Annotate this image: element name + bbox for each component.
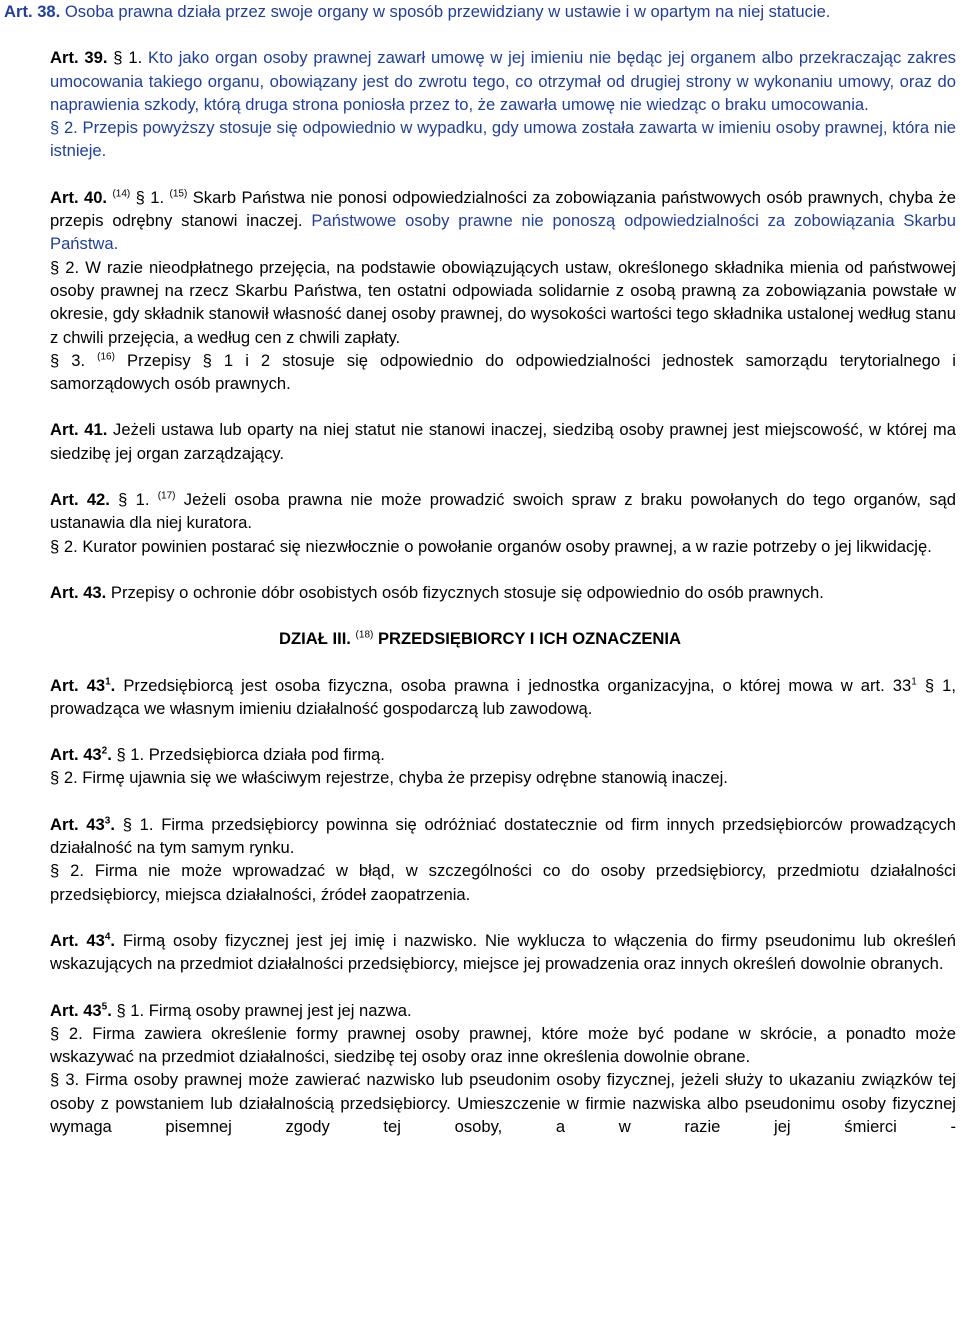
art-43 bbox=[4, 581, 956, 604]
art-43-1-text-a: Przedsiębiorcą jest osoba fizyczna, osoba prawna i jednostka organizacyjna, o której mowa w art. 33 bbox=[123, 675, 912, 695]
art-41-number: Art. 41. bbox=[50, 420, 108, 440]
art-43-2-number: Art. $43^2$. bbox=[50, 745, 112, 765]
footnote-ref-16: (16) bbox=[97, 351, 115, 363]
art-43-2-par-2 bbox=[4, 766, 956, 789]
art-40-par-3-marker: § 3. bbox=[50, 350, 86, 370]
art-39-par-1 bbox=[4, 46, 956, 116]
art-43-text: Przepisy o ochronie dóbr osobistych osób fizycznych stosuje się odpowiednio do osób prawnych. bbox=[110, 582, 824, 602]
art-43-1 bbox=[4, 674, 956, 721]
art-42-number: Art. 42. bbox=[50, 490, 110, 510]
section-title: PRZEDSIĘBIORCY I ICH OZNACZENIA bbox=[377, 629, 681, 649]
art-40-par-2-marker: § 2. bbox=[50, 257, 80, 277]
art-42-par-1 bbox=[4, 488, 956, 535]
art-43-3-par-2 bbox=[4, 859, 956, 906]
art-42-par-1-text: Jeżeli osoba prawna nie może prowadzić swoich spraw z braku powołanych do tego organów, sąd ustanawia dla niej kuratora. bbox=[50, 490, 956, 533]
art-40-par-3-text: Przepisy § 1 i 2 stosuje się odpowiednio do odpowiedzialności jednostek samorządu terytorialnego i samorządowych osób prawnych. bbox=[50, 350, 956, 394]
art-43-3-number: Art. $43^3$. bbox=[50, 814, 115, 834]
art-43-4 bbox=[4, 929, 956, 976]
art-38-number: Art. 38. bbox=[4, 2, 61, 21]
art-38 bbox=[4, 0, 956, 23]
art-42-par-2 bbox=[4, 535, 956, 558]
art-39-par-2-marker: § 2. bbox=[50, 118, 78, 138]
art-40-par-1-text-b: Państwowe osoby prawne nie ponoszą odpowiedzialności za zobowiązania Skarbu Państwa. bbox=[50, 211, 956, 254]
art-43-2-par-2-text: § 2. Firmę ujawnia się we właściwym rejestrze, chyba że przepisy odrębne stanowią inaczej. bbox=[50, 768, 728, 788]
art-43-2-par-1-text: § 1. Przedsiębiorca działa pod firmą. bbox=[116, 745, 385, 765]
art-40-par-2 bbox=[4, 256, 956, 349]
art-39-par-2 bbox=[4, 116, 956, 163]
art-43-5-number: Art. $43^5$. bbox=[50, 1000, 112, 1020]
art-43-5-par-3 bbox=[4, 1068, 956, 1138]
art-43-5-par-1 bbox=[4, 999, 956, 1022]
art-42-par-2-marker: § 2. bbox=[50, 536, 78, 556]
art-43-5-par-3-text: § 3. Firma osoby prawnej może zawierać nazwisko lub pseudonim osoby fizycznej, jeżeli służy to ukazaniu związków tej osoby z powstaniem lub działalnością przedsiębiorcy. Umieszczenie w firmie nazwiska albo pseudonimu osoby fizycznej wymaga pisemnej zgody tej osoby, a w razie jej śmierci - bbox=[50, 1070, 956, 1136]
art-43-5-par-2-text: § 2. Firma zawiera określenie formy prawnej osoby prawnej, które może być podane w skrócie, a ponadto może wskazywać na przedmiot działalności, siedzibę tej osoby oraz inne określenia dowolnie obrane. bbox=[50, 1023, 956, 1067]
art-43-4-text: Firmą osoby fizycznej jest jej imię i nazwisko. Nie wyklucza to włączenia do firmy pseudonimu lub określeń wskazujących na przedmiot działalności przedsiębiorcy, miejsce jej prowadzenia oraz innych określeń dowolnie obranych. bbox=[50, 930, 956, 974]
art-39-par-1-text: Kto jako organ osoby prawnej zawarł umowę w jej imieniu nie będąc jej organem albo przekraczając zakres umocowania takiego organu, obowiązany jest do zwrotu tego, co otrzymał od drugiej strony w wykonaniu umowy, oraz do naprawienia szkody, którą druga strona poniosła przez to, że zawarła umowę nie wiedząc o braku umocowania. bbox=[50, 48, 956, 114]
art-40-par-1 bbox=[4, 186, 956, 256]
section-heading bbox=[4, 627, 956, 650]
art-39-number: Art. 39. bbox=[50, 48, 108, 68]
art-43-1-number: Art. $43^1$. bbox=[50, 675, 116, 695]
art-40-number: Art. 40. bbox=[50, 187, 108, 207]
art-40-par-2-text: W razie nieodpłatnego przejęcia, na podstawie obowiązujących ustaw, określonego składnika mienia od państwowej osoby prawnej na rzecz Skarbu Państwa, ten ostatni odpowiada solidarnie z osobą prawną za zobowiązania powstałe w okresie, gdy składnik stanowił własność danej osoby prawnej, do wysokości wartości tego składnika ustalonej według stanu z chwili przejęcia, a według cen z chwili zapłaty. bbox=[50, 257, 956, 347]
art-43-3-par-1 bbox=[4, 813, 956, 860]
art-39-par-2-text: Przepis powyższy stosuje się odpowiednio w wypadku, gdy umowa została zawarta w imieniu osoby prawnej, która nie istnieje. bbox=[50, 118, 956, 161]
art-43-1-ref-sup: 1 bbox=[911, 676, 917, 687]
art-43-2-par-1 bbox=[4, 743, 956, 766]
art-43-5-par-1-text: § 1. Firmą osoby prawnej jest jej nazwa. bbox=[116, 1000, 412, 1020]
art-41-text: Jeżeli ustawa lub oparty na niej statut nie stanowi inaczej, siedzibą osoby prawnej jest miejscowość, w której ma siedzibę jej organ zarządzający. bbox=[50, 420, 956, 463]
art-42-par-2-text: Kurator powinien postarać się niezwłocznie o powołanie organów osoby prawnej, a w razie potrzeby o jej likwidację. bbox=[82, 536, 932, 556]
art-38-text: Osoba prawna działa przez swoje organy w sposób przewidziany w ustawie i w opartym na niej statucie. bbox=[64, 2, 831, 21]
art-42-par-1-marker: § 1. bbox=[118, 490, 150, 510]
footnote-ref-17: (17) bbox=[157, 490, 176, 502]
footnote-ref-15: (15) bbox=[169, 188, 188, 200]
art-43-1-text-b: § 1, prowadząca we własnym imieniu działalność gospodarczą lub zawodową. bbox=[50, 675, 956, 718]
art-43-number: Art. 43. bbox=[50, 582, 107, 602]
art-40-par-1-text-a: Skarb Państwa nie ponosi odpowiedzialności za zobowiązania państwowych osób prawnych, chyba że przepis odrębny stanowi inaczej. bbox=[50, 187, 956, 231]
art-43-4-number: Art. $43^4$. bbox=[50, 930, 116, 950]
footnote-ref-18: (18) bbox=[355, 629, 374, 641]
art-41 bbox=[4, 418, 956, 465]
art-43-3-par-2-text: § 2. Firma nie może wprowadzać w błąd, w szczególności co do osoby przedsiębiorcy, przedmiotu działalności przedsiębiorcy, miejsca działalności, źródeł zaopatrzenia. bbox=[50, 861, 956, 904]
footnote-ref-14: (14) bbox=[112, 188, 131, 200]
art-43-5-par-2 bbox=[4, 1022, 956, 1069]
art-40-par-1-marker: § 1. bbox=[135, 187, 165, 207]
art-40-par-3 bbox=[4, 349, 956, 396]
art-39-par-1-marker: § 1. bbox=[113, 48, 143, 68]
section-label: DZIAŁ III. bbox=[279, 629, 351, 649]
art-43-3-par-1-text: § 1. Firma przedsiębiorcy powinna się odróżniać dostatecznie od firm innych przedsiębiorców prowadzących działalność na tym samym rynku. bbox=[50, 814, 956, 858]
